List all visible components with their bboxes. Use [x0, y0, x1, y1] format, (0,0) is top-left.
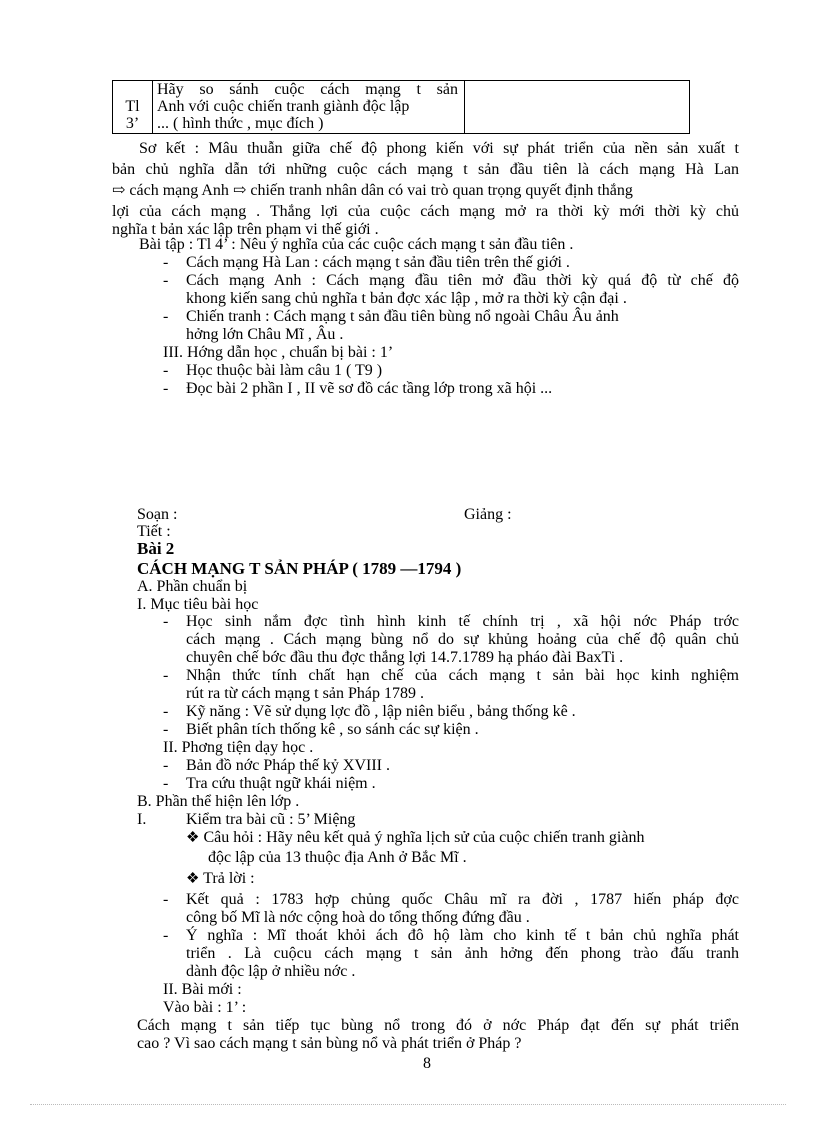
dash-bullet: -: [163, 380, 169, 397]
tiet-label: Tiết :: [137, 523, 171, 540]
muc-tieu-heading: I. Mục tiêu bài học: [137, 596, 259, 613]
answer-cell: [465, 81, 690, 134]
dash-bullet: -: [163, 927, 169, 944]
ket-qua-line-2: công bố Mĩ là nớc cộng hoà do tổng thống đứng đầu .: [186, 909, 530, 926]
muc-tieu-2a: Nhận thức tính chất hạn chế của cách mạng t sản bài học kinh nghiệm: [186, 667, 739, 684]
bai-tap-item-2a: Cách mạng Anh : Cách mạng đầu tiên mở đầu thời kỳ quá độ từ chế độ: [186, 272, 739, 289]
muc-tieu-2b: rút ra từ cách mạng t sản Pháp 1789 .: [186, 685, 424, 702]
so-ket-line-4: lợi của cách mạng . Thắng lợi của cuộc cách mạng mở ra thời kỳ mới thời kỳ chủ: [112, 203, 739, 220]
diamond-bullet-icon: ❖: [186, 871, 200, 887]
soan-label: Soạn :: [137, 506, 178, 523]
huong-dan-title: III. Hớng dẫn học , chuẩn bị bài : 1’: [163, 344, 394, 361]
so-ket-line-1: Sơ kết : Mâu thuẫn giữa chế độ phong kiến với sự phát triển của nền sản xuất t: [139, 140, 739, 157]
lesson-table: [112, 80, 690, 134]
so-ket-line-3: [112, 182, 633, 200]
bai-moi-text-1: Cách mạng t sản tiếp tục bùng nổ trong đó ở nớc Pháp đạt đến sự phát triển: [137, 1017, 739, 1034]
muc-tieu-1c: chuyên chế bớc đầu thu đợc thắng lợi 14.7.1789 hạ pháo đài BaxTi .: [186, 649, 624, 666]
diamond-bullet-icon: ❖: [186, 830, 200, 846]
dash-bullet: -: [163, 757, 169, 774]
bai-moi-text-2: cao ? Vì sao cách mạng t sản bùng nổ và phát triển ở Pháp ?: [137, 1035, 522, 1052]
bai-tap-title: Bài tập : Tl 4’ : Nêu ý nghĩa của các cuộc cách mạng t sản đầu tiên .: [139, 236, 574, 253]
bai-moi-heading: II. Bài mới :: [163, 981, 242, 998]
activity-line-1: Hãy so sánh cuộc cách mạng t sản: [157, 81, 458, 98]
dash-bullet: -: [163, 362, 169, 379]
activity-cell: [153, 81, 465, 134]
activity-line-3: ... ( hình thức , mục đích ): [157, 115, 324, 132]
cau-hoi-line-1: [186, 829, 644, 847]
time-cell-line-1: Tl: [125, 98, 140, 115]
phuong-tien-2: Tra cứu thuật ngữ khái niệm .: [186, 775, 376, 792]
bai-tap-item-3a: Chiến tranh : Cách mạng t sản đầu tiên bùng nổ ngoài Châu Âu ảnh: [186, 308, 619, 325]
page-bottom-divider: [30, 1104, 786, 1105]
dash-bullet: -: [163, 721, 169, 738]
dash-bullet: -: [163, 254, 169, 271]
tra-loi-text: Trả lời :: [203, 870, 255, 887]
activity-line-2: Anh với cuộc chiến tranh giành độc lập: [157, 98, 410, 115]
muc-tieu-3: Kỹ năng : Vẽ sử dụng lợc đồ , lập niên biểu , bảng thống kê .: [186, 703, 576, 720]
bai-tap-item-2b: khong kiến sang chủ nghĩa t bản đợc xác lập , mở ra thời kỳ cận đại .: [186, 290, 627, 307]
page-number: 8: [423, 1055, 431, 1072]
right-arrow-icon: ⇨: [232, 182, 247, 199]
phan-a-heading: A. Phần chuẩn bị: [137, 578, 248, 595]
lesson-number: Bài 2: [137, 539, 175, 558]
time-cell-line-2: 3’: [125, 115, 140, 132]
so-ket-text-a: cách mạng Anh: [129, 182, 229, 199]
phuong-tien-1: Bản đồ nớc Pháp thế kỷ XVIII .: [186, 757, 390, 774]
muc-tieu-1a: Học sinh nắm đợc tình hình kinh tế chính trị , xã hội nớc Pháp trớc: [186, 613, 739, 630]
kiem-tra-number: I.: [137, 811, 147, 828]
phuong-tien-heading: II. Phơng tiện dạy học .: [163, 739, 314, 756]
dash-bullet: -: [163, 703, 169, 720]
huong-dan-item-2: Đọc bài 2 phần I , II vẽ sơ đồ các tầng lớp trong xã hội ...: [186, 380, 553, 397]
lesson-title: CÁCH MẠNG T SẢN PHÁP ( 1789 —1794 ): [137, 559, 462, 578]
cau-hoi-text: Câu hỏi : Hãy nêu kết quả ý nghĩa lịch sử của cuộc chiến tranh giành: [203, 829, 645, 846]
phan-b-heading: B. Phần thể hiện lên lớp .: [137, 793, 300, 810]
muc-tieu-4: Biết phân tích thống kê , so sánh các sự kiện .: [186, 721, 479, 738]
cau-hoi-line-2: độc lập của 13 thuộc địa Anh ở Bắc Mĩ .: [208, 849, 467, 866]
bai-tap-item-3b: hởng lớn Châu Mĩ , Âu .: [186, 326, 344, 343]
dash-bullet: -: [163, 272, 169, 289]
kiem-tra-heading: Kiểm tra bài cũ : 5’ Miệng: [186, 811, 356, 828]
y-nghia-line-2: triển . Là cuộcu cách mạng t sản ảnh hởng đến phong trào đấu tranh: [186, 945, 739, 962]
dash-bullet: -: [163, 891, 169, 908]
time-cell: [113, 81, 153, 134]
dash-bullet: -: [163, 308, 169, 325]
tra-loi-line: [186, 870, 255, 888]
huong-dan-item-1: Học thuộc bài làm câu 1 ( T9 ): [186, 362, 383, 379]
vao-bai-label: Vào bài : 1’ :: [163, 999, 247, 1016]
dash-bullet: -: [163, 775, 169, 792]
dash-bullet: -: [163, 667, 169, 684]
dash-bullet: -: [163, 613, 169, 630]
y-nghia-line-3: dành độc lập ở nhiều nớc .: [186, 963, 356, 980]
y-nghia-line-1: Ý nghĩa : Mĩ thoát khỏi ách đô hộ làm cho kinh tế t bản chủ nghĩa phát: [186, 927, 739, 944]
ket-qua-line-1: Kết quả : 1783 hợp chủng quốc Châu mĩ ra đời , 1787 hiến pháp đợc: [186, 891, 739, 908]
so-ket-text-b: chiến tranh nhân dân có vai trò quan trọng quyết định thắng: [250, 182, 633, 199]
so-ket-line-5: nghĩa t bản xác lập trên phạm vi thế giới .: [112, 221, 379, 238]
muc-tieu-1b: cách mạng . Cách mạng bùng nổ do sự khủng hoảng của chế độ quân chủ: [186, 631, 739, 648]
so-ket-line-2: bản chủ nghĩa dẫn tới những cuộc cách mạng t sản đầu tiên là cách mạng Hà Lan: [112, 161, 739, 178]
right-arrow-icon: ⇨: [112, 182, 126, 199]
bai-tap-item-1: Cách mạng Hà Lan : cách mạng t sản đầu tiên trên thế giới .: [186, 254, 570, 271]
giang-label: Giảng :: [464, 506, 512, 523]
